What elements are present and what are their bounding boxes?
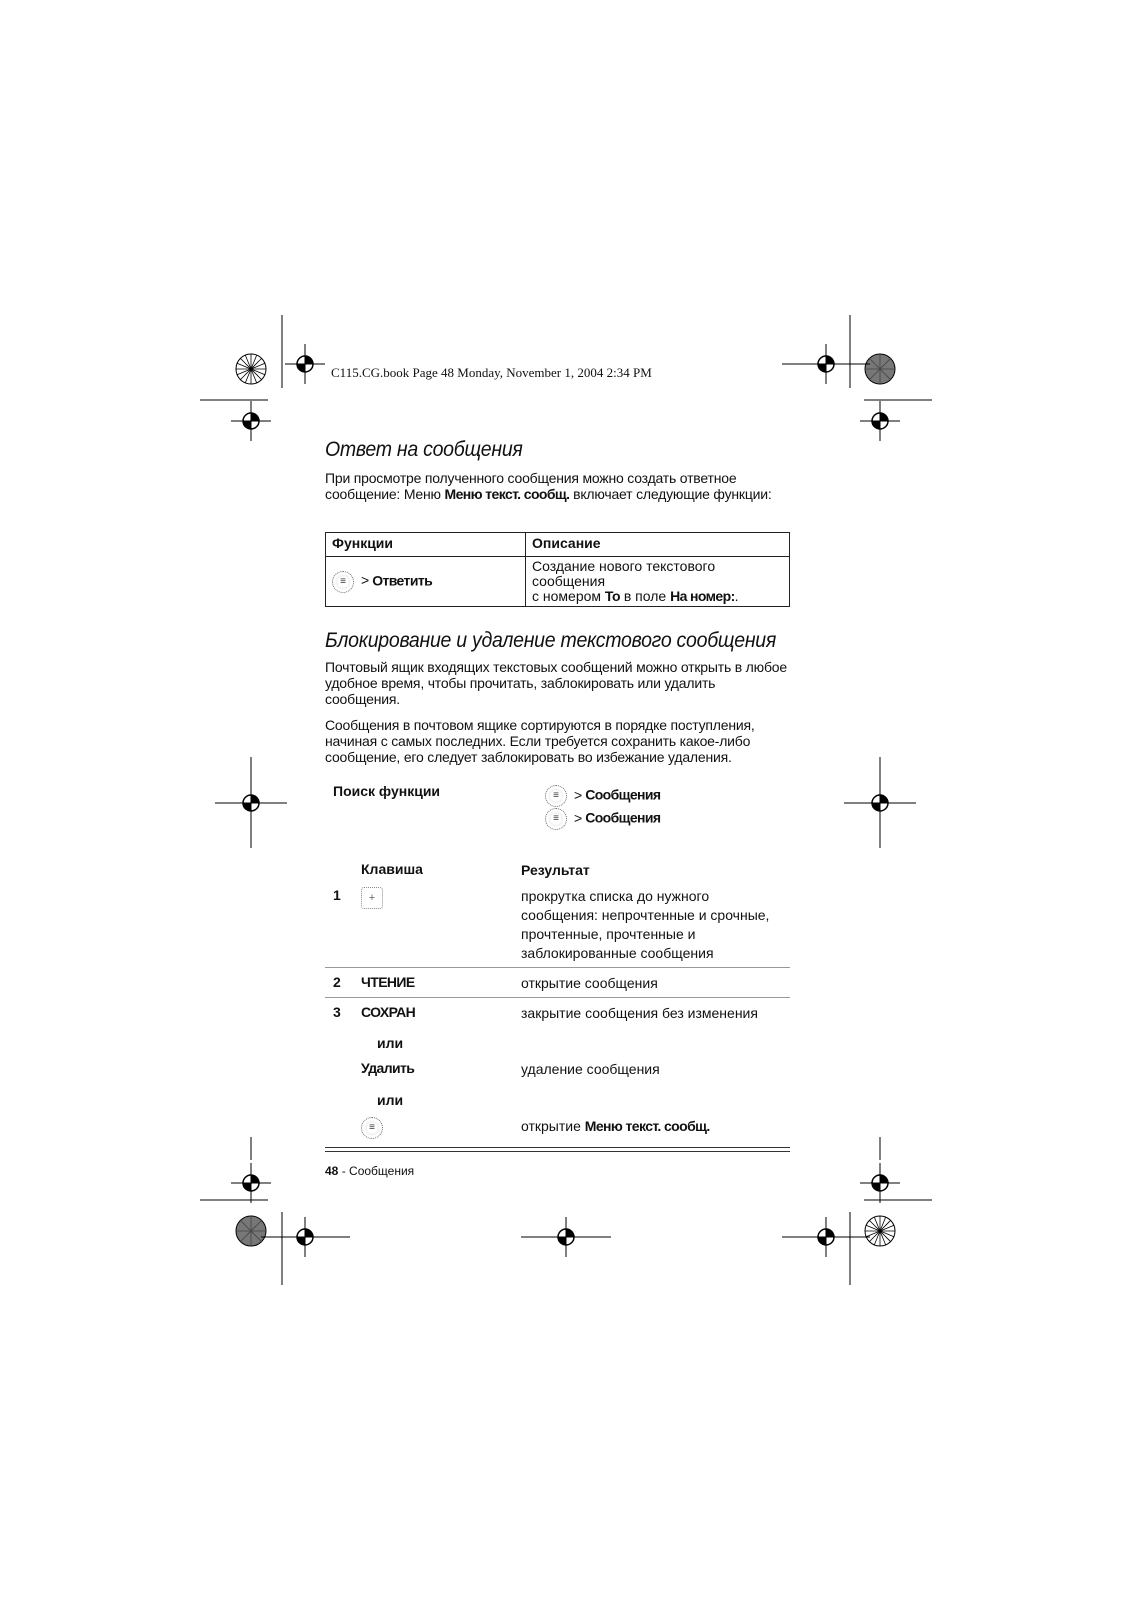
delete-softkey: Удалить — [361, 1060, 415, 1076]
menu-term: Меню текст. сообщ. — [584, 1118, 710, 1134]
function-cell — [326, 557, 526, 607]
description-header: Описание — [526, 533, 790, 557]
reply-intro-part2: включает следующие функции: — [569, 486, 772, 502]
table-row — [325, 1117, 790, 1139]
or-label: или — [377, 1092, 404, 1108]
path-separator: > — [574, 786, 583, 803]
description-part1: с номером — [532, 588, 605, 604]
description-line1: Создание нового текстового сообщения — [532, 558, 716, 589]
path-separator: > — [361, 572, 370, 589]
step-result: открытие сообщения — [521, 975, 658, 991]
description-cell — [526, 557, 790, 607]
menu-term: Меню текст. сообщ. — [444, 486, 570, 502]
messages-menu-item: Сообщения — [585, 809, 661, 826]
section-title-lock-delete: Блокирование и удаление текстового сообщения — [325, 629, 777, 652]
table-row — [325, 1023, 790, 1060]
or-label: или — [377, 1035, 404, 1051]
step-key — [361, 887, 383, 912]
table-row — [326, 557, 790, 607]
reply-intro — [325, 470, 790, 502]
reply-function: Ответить — [372, 572, 433, 589]
to-term: То — [604, 588, 620, 604]
find-path — [545, 808, 660, 830]
step-result: прокрутка списка до нужного сообщения: непрочтенные и срочные, прочтенные, прочтенные и заблокированные сообщения — [521, 888, 770, 961]
table-row — [325, 1080, 790, 1117]
key-column-header: Клавиша — [361, 861, 423, 877]
sorting-paragraph: Сообщения в почтовом ящике сортируются в порядке поступления, начиная с самых последних. Если требуется сохранить какое-либо сообщение, его следует заблокировать во избежание удаления. — [325, 717, 755, 765]
footer-separator: - — [338, 1164, 350, 1178]
functions-table — [325, 532, 790, 607]
functions-header: Функции — [326, 533, 526, 557]
table-row — [325, 1060, 790, 1080]
steps-header — [325, 861, 790, 887]
step-number: 2 — [333, 974, 341, 990]
find-feature-label: Поиск функции — [333, 783, 441, 799]
inbox-paragraph: Почтовый ящик входящих текстовых сообщений можно открыть в любое удобное время, чтобы прочитать, заблокировать или удалить сообщения. — [325, 659, 787, 707]
page-content — [325, 438, 790, 1178]
messages-menu-item: Сообщения — [585, 786, 661, 803]
menu-key-icon — [332, 571, 354, 593]
number-field-term: На номер: — [670, 588, 735, 604]
footer-section: Сообщения — [349, 1164, 415, 1178]
path-separator: > — [574, 809, 583, 826]
step-result: удаление сообщения — [521, 1061, 660, 1077]
bottom-rule — [325, 1147, 790, 1148]
read-softkey: ЧТЕНИЕ — [361, 974, 415, 990]
step-result: закрытие сообщения без изменения — [521, 1005, 758, 1021]
find-path — [545, 785, 660, 807]
page-number: 48 — [325, 1164, 339, 1178]
step-result — [521, 1117, 790, 1136]
section-title-reply: Ответ на сообщения — [325, 438, 523, 461]
page-footer — [325, 1164, 790, 1178]
menu-result-prefix: открытие — [521, 1118, 585, 1134]
step-key — [361, 1117, 387, 1139]
table-row — [325, 887, 790, 967]
result-column-header: Результат — [521, 862, 590, 878]
description-end: . — [734, 588, 739, 604]
reply-intro-line1: При просмотре полученного сообщения можно создать ответное — [325, 470, 737, 486]
find-feature — [325, 783, 790, 853]
menu-key-icon — [545, 808, 567, 830]
step-number: 1 — [333, 887, 341, 903]
menu-key-icon — [545, 785, 567, 807]
book-header-line: C115.CG.book Page 48 Monday, November 1, 2004 2:34 PM — [331, 365, 652, 380]
nav-key-icon — [361, 887, 383, 909]
reply-intro-part1: сообщение: Меню — [325, 486, 445, 502]
menu-key-icon — [361, 1117, 383, 1139]
description-part2: в поле — [619, 588, 671, 604]
bottom-rule — [325, 1151, 790, 1152]
step-number: 3 — [333, 1004, 341, 1020]
save-softkey: СОХРАН — [361, 1004, 416, 1020]
table-row — [325, 967, 790, 997]
steps-table — [325, 861, 790, 1139]
table-row — [325, 997, 790, 1023]
